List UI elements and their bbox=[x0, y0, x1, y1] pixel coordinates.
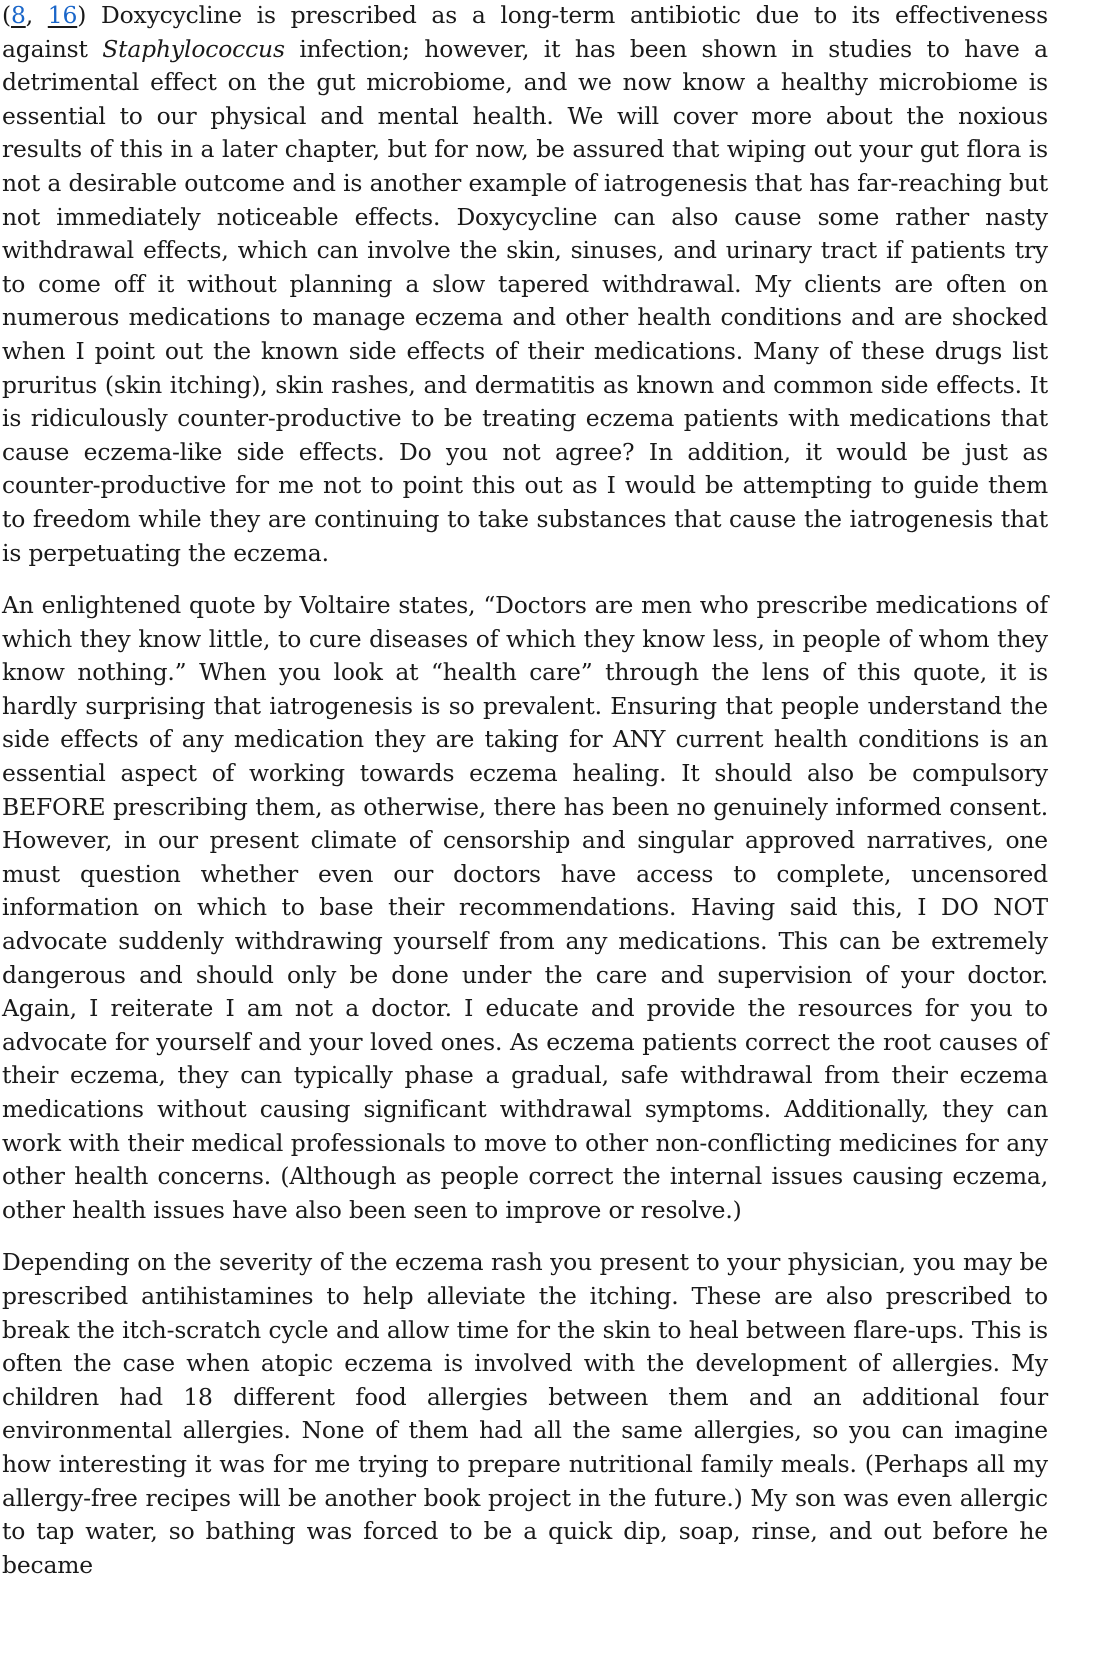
paragraph-doxycycline bbox=[2, 0, 1048, 570]
italic-species-name: Staphylococcus bbox=[102, 34, 285, 63]
paragraph-antihistamines: Depending on the severity of the eczema rash you present to your physician, you may be prescribed antihistamines to help alleviate the itching. These are also prescribed to break the itch-scratch cycle and allow time for the skin to heal between flare-ups. This is often the case when atopic eczema is involved with the development of allergies. My children had 18 different food allergies between them and an additional four environmental allergies. None of them had all the same allergies, so you can imagine how interesting it was for me trying to prepare nutritional family meals. (Perhaps all my allergy-free recipes will be another book project in the future.) My son was even allergic to tap water, so bathing was forced to be a quick dip, soap, rinse, and out before he became bbox=[2, 1248, 1048, 1579]
refs-open-paren: ( bbox=[2, 1, 11, 29]
paragraph-lead-text: Doxycycline is prescribed as a long-term antibiotic due to its effectiveness against bbox=[2, 1, 1048, 63]
refs-separator: , bbox=[25, 1, 48, 29]
reference-link-16[interactable]: 16 bbox=[47, 1, 78, 29]
paragraph-voltaire-quote: An enlightened quote by Voltaire states, “Doctors are men who prescribe medications of which they know little, to cure diseases of which they know less, in people of whom they know nothing.” When you look at “health care” through the lens of this quote, it is hardly surprising that iatrogenesis is so prevalent. Ensuring that people understand the side effects of any medication they are taking for ANY current health conditions is an essential aspect of working towards eczema healing. It should also be compulsory BEFORE prescribing them, as otherwise, there has been no genuinely informed consent. However, in our present climate of censorship and singular approved narratives, one must question whether even our doctors have access to complete, uncensored information on which to base their recommendations. Having said this, I DO NOT advocate suddenly withdrawing yourself from any medications. This can be extremely dangerous and should only be done under the care and supervision of your doctor. Again, I reiterate I am not a doctor. I educate and provide the resources for you to advocate for yourself and your loved ones. As eczema patients correct the root causes of their eczema, they can typically phase a gradual, safe withdrawal from their eczema medications without causing significant withdrawal symptoms. Additionally, they can work with their medical professionals to move to other non-conflicting medicines for any other health concerns. (Although as people correct the internal issues causing eczema, other health issues have also been seen to improve or resolve.) bbox=[2, 591, 1048, 1224]
refs-close-paren: ) bbox=[77, 1, 87, 29]
paragraph-rest-text: infection; however, it has been shown in studies to have a detrimental effect on the gut microbiome, and we now know a healthy microbiome is essential to our physical and mental health. We will cover more about the noxious results of this in a later chapter, but for now, be assured that wiping out your gut flora is not a desirable outcome and is another example of iatrogenesis that has far-reaching but not immediately noticeable effects. Doxycycline can also cause some rather nasty withdrawal effects, which can involve the skin, sinuses, and urinary tract if patients try to come off it without planning a slow tapered withdrawal. My clients are often on numerous medications to manage eczema and other health conditions and are shocked when I point out the known side effects of their medications. Many of these drugs list pruritus (skin itching), skin rashes, and dermatitis as known and common side effects. It is ridiculously counter-productive to be treating eczema patients with medications that cause eczema-like side effects. Do you not agree? In addition, it would be just as counter-productive for me not to point this out as I would be attempting to guide them to freedom while they are continuing to take substances that cause the iatrogenesis that is perpetuating the eczema. bbox=[2, 34, 1048, 567]
reference-link-8[interactable]: 8 bbox=[10, 1, 26, 29]
